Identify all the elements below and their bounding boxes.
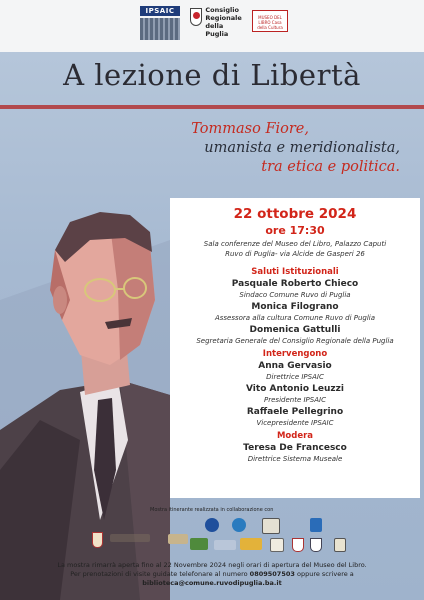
regione-shield-icon [190, 8, 202, 26]
partner-logo-icon [110, 534, 150, 542]
museo-logo-text: MUSEO DEL LIBRO Casa della Cultura [257, 15, 283, 30]
footer-line2 [0, 570, 424, 588]
partner-logo-icon [92, 532, 103, 548]
partner-logo-icon [214, 540, 236, 550]
speaker-role: Direttrice IPSAIC [266, 373, 324, 381]
partner-logo-icon [240, 538, 262, 550]
ipsaic-logo [140, 6, 180, 40]
partner-logo-icon [310, 518, 322, 532]
regione-logo-line2: Regionale [205, 14, 242, 22]
speaker-name: Vito Antonio Leuzzi [246, 384, 344, 394]
saluti-heading: Saluti Istituzionali [251, 267, 339, 277]
speaker-role: Segretaria Generale del Consiglio Regionale della Puglia [196, 337, 394, 345]
speaker-name: Teresa De Francesco [243, 443, 347, 453]
partner-logo-icon [292, 538, 304, 552]
consiglio-regionale-logo [190, 6, 246, 40]
footer-info [0, 561, 424, 588]
footer-phone[interactable]: 0809507503 [249, 570, 295, 578]
regione-logo-line1: Consiglio [205, 6, 239, 14]
speaker-name: Pasquale Roberto Chieco [231, 279, 359, 289]
venue-line1: Sala conferenze del Museo del Libro, Palazzo Caputi [203, 240, 387, 248]
speaker-role: Sindaco Comune Ruvo di Puglia [239, 291, 351, 299]
ipsaic-logo-image [140, 18, 180, 40]
modera-heading: Modera [276, 431, 314, 441]
speaker-role: Assessora alla cultura Comune Ruvo di Puglia [214, 314, 376, 322]
partner-logo-icon [262, 518, 280, 534]
collaboration-caption: Mostra itinerante realizzata in collaborazione con [150, 507, 274, 513]
museo-del-libro-logo [252, 10, 288, 32]
subtitle-line3: tra etica e politica. [261, 159, 400, 175]
partner-logo-icon [334, 538, 346, 552]
footer-line2-mid: oppure scrivere a [294, 570, 354, 578]
event-time: ore 17:30 [265, 224, 325, 237]
speaker-name: Anna Gervasio [258, 361, 332, 371]
event-venue [170, 239, 420, 259]
speaker-name: Domenica Gattulli [249, 325, 341, 335]
regione-logo-line3: della Puglia [205, 22, 229, 38]
partner-logos [0, 518, 424, 558]
speaker-role: Vicepresidente IPSAIC [256, 419, 334, 427]
partner-logo-icon [232, 518, 246, 532]
title-divider [0, 105, 424, 109]
subtitle-line1: Tommaso Fiore, [191, 121, 309, 137]
ipsaic-logo-text: IPSAIC [140, 6, 180, 16]
event-date: 22 ottobre 2024 [233, 206, 357, 222]
poster-subtitle [191, 120, 400, 177]
poster-title: A lezione di Libertà [63, 58, 361, 92]
speaker-role: Presidente IPSAIC [264, 396, 326, 404]
speaker-name: Monica Filograno [251, 302, 339, 312]
speaker-name: Raffaele Pellegrino [246, 407, 344, 417]
partner-logo-icon [190, 538, 208, 550]
footer-line1: La mostra rimarrà aperta fino al 22 Novembre 2024 negli orari di apertura del Museo del Libro. [57, 561, 367, 569]
footer-line2-pre: Per prenotazioni di visite guidate telefonare al numero [70, 570, 250, 578]
subtitle-line2: umanista e meridionalista, [204, 140, 400, 156]
speaker-role: Direttrice Sistema Museale [247, 455, 343, 463]
partner-logo-icon [205, 518, 219, 532]
program-panel [170, 198, 420, 498]
partner-logo-icon [270, 538, 284, 552]
partner-logo-icon [168, 534, 188, 544]
partner-logo-icon [310, 538, 322, 552]
venue-line2: Ruvo di Puglia- via Alcide de Gasperi 26 [225, 250, 365, 258]
footer-email[interactable]: biblioteca@comune.ruvodipuglia.ba.it [142, 579, 282, 587]
intervengono-heading: Intervengono [262, 349, 328, 359]
